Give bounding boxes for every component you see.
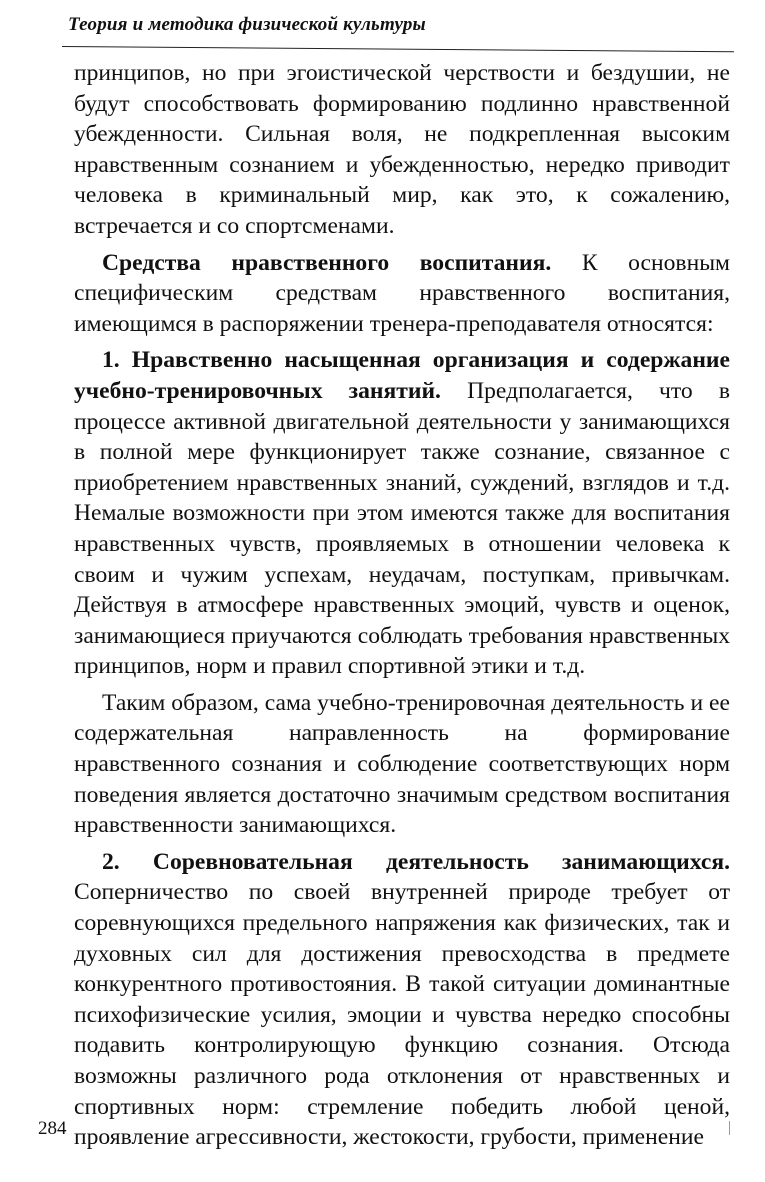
paragraph-text: Таким образом, сама учебно-тренировочная деятельность и ее содержательная направленность на формирование нравственного сознания и соблюдение соответствующих норм поведения является достаточно значимым средством воспитания нравственности занимающихся. — [74, 689, 730, 839]
paragraph-means-1 — [74, 345, 730, 682]
paragraph-text: Соперничество по своей внутренней природе требует от соревнующихся предельного напряжения как физических, так и духовных сил для достижения превосходства в предмете конкурентного противостояния. В такой ситуации доминантные психофизические усилия, эмоции и чувства нередко способны подавить контролирующую функцию сознания. Отсюда возможны различного рода отклонения от нравственных и спортивных норм: стремление победить любой ценой, проявление агрессивности, жестокости, грубости, применение — [74, 879, 730, 1151]
paragraph-text: К основным специфическим средствам нравственного воспитания, имеющимся в распоряжении тренера-преподавателя относятся: — [74, 249, 730, 337]
paragraph-conclusion — [74, 688, 730, 841]
paragraph-heading: Средства нравственного воспитания. — [102, 249, 552, 276]
running-header: Теория и методика физической культуры — [68, 14, 426, 35]
paragraph-text: Предполагается, что в процессе активной двигательной деятельности у занимающихся в полной мере функционирует также сознание, связанное с приобретением нравственных знаний, суждений, взглядов и т.д. Немалые возможности при этом имеются также для воспитания нравственных чувств, проявляемых в отношении человека к своим и чужим успехам, неудачам, поступкам, привычкам. Действуя в атмосфере нравственных эмоций, чувств и оценок, занимающиеся приучаются соблюдать требования нравственных принципов, норм и правил спортивной этики и т.д. — [74, 377, 730, 680]
scan-edge-mark — [729, 1121, 730, 1135]
paragraph-text: принципов, но при эгоистической черствости и бездушии, не будут способствовать формированию подлинно нравственной убежденности. Сильная воля, не подкрепленная высоким нравственным сознанием и убежденностью, нередко приводит человека в криминальный мир, как это, к сожалению, встречается и со спортсменами. — [74, 60, 730, 239]
paragraph-continuation — [74, 58, 730, 242]
header-rule — [62, 46, 734, 52]
paragraph-heading: 2. Соревновательная деятельность занимающихся. — [102, 848, 730, 875]
page-number: 284 — [38, 1118, 67, 1139]
paragraph-heading: 1. Нравственно насыщенная организация и содержание учебно-тренировочных занятий. — [74, 347, 730, 404]
paragraph-means-intro — [74, 248, 730, 340]
page-body — [74, 58, 730, 1153]
paragraph-means-2 — [74, 847, 730, 1153]
